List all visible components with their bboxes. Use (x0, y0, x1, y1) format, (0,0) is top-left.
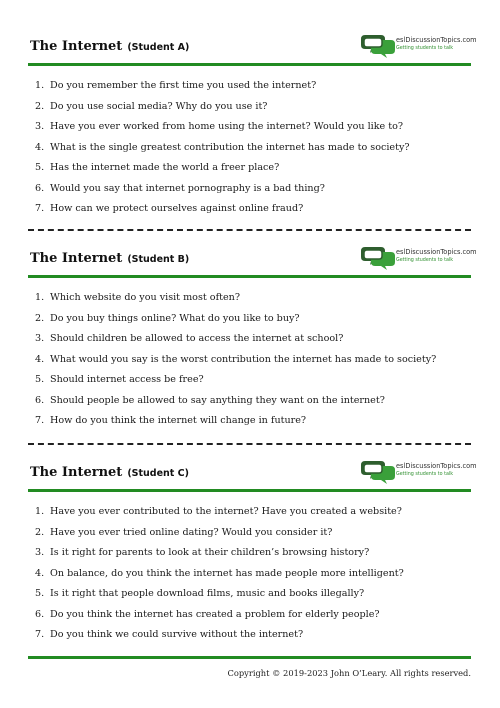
question-item: 4. What would you say is the worst contribution the internet has made to society? (35, 353, 437, 365)
site-logo (361, 458, 477, 484)
section-student-b (28, 242, 477, 435)
section-title: The Internet (Student C) (30, 465, 189, 480)
question-item: 3. Should children be allowed to access the internet at school? (35, 333, 344, 344)
section-subtitle: (Student C) (127, 468, 189, 479)
site-logo (361, 32, 477, 58)
question-item: 5. Should internet access be free? (35, 374, 204, 385)
logo-tagline: Getting students to talk (396, 472, 454, 477)
question-list (28, 79, 471, 223)
question-list (28, 505, 471, 649)
section-header (28, 242, 477, 272)
section-subtitle: (Student B) (127, 254, 190, 265)
question-item: 3. Is it right for parents to look at their children’s browsing history? (35, 547, 370, 558)
logo-tagline: Getting students to talk (396, 258, 454, 263)
site-logo (361, 244, 477, 270)
speech-bubbles-icon (361, 458, 395, 484)
question-item: 2. Do you buy things online? What do you like to buy? (35, 312, 300, 324)
section-title: The Internet (Student B) (30, 251, 190, 266)
question-item: 2. Have you ever tried online dating? Would you consider it? (35, 526, 333, 538)
question-item: 7. How can we protect ourselves against online fraud? (35, 203, 304, 214)
question-item: 4. What is the single greatest contribution the internet has made to society? (35, 141, 410, 153)
question-item: 3. Have you ever worked from home using the internet? Would you like to? (35, 121, 404, 132)
question-list (28, 291, 471, 435)
question-item: 1. Which website do you visit most often? (35, 292, 240, 303)
question-item: 1. Have you ever contributed to the internet? Have you created a website? (35, 506, 402, 517)
section-student-c (28, 456, 477, 649)
section-title: The Internet (Student A) (30, 39, 190, 54)
section-student-a (28, 30, 477, 223)
question-item: 2. Do you use social media? Why do you use it? (35, 100, 268, 112)
speech-bubbles-icon (361, 32, 395, 58)
question-item: 6. Do you think the internet has created a problem for elderly people? (35, 608, 380, 620)
logo-name: eslDiscussionTopics.com (396, 36, 477, 44)
section-header (28, 30, 477, 60)
cut-line (28, 229, 471, 231)
cut-line (28, 443, 471, 445)
speech-bubbles-icon (361, 244, 395, 270)
question-item: 6. Would you say that internet pornography is a bad thing? (35, 182, 325, 194)
section-header (28, 456, 477, 486)
question-item: 1. Do you remember the first time you used the internet? (35, 80, 317, 91)
question-item: 7. Do you think we could survive without the internet? (35, 629, 304, 640)
logo-tagline: Getting students to talk (396, 46, 454, 51)
question-item: 5. Is it right that people download films, music and books illegally? (35, 588, 365, 599)
question-item: 6. Should people be allowed to say anything they want on the internet? (35, 394, 385, 406)
logo-name: eslDiscussionTopics.com (396, 462, 477, 470)
question-item: 5. Has the internet made the world a freer place? (35, 162, 280, 173)
section-subtitle: (Student A) (127, 42, 190, 53)
logo-name: eslDiscussionTopics.com (396, 248, 477, 256)
copyright-notice: Copyright © 2019-2023 John O’Leary. All rights reserved. (227, 668, 471, 678)
footer-rule (28, 656, 471, 659)
question-item: 4. On balance, do you think the internet has made people more intelligent? (35, 567, 404, 579)
question-item: 7. How do you think the internet will change in future? (35, 415, 307, 426)
